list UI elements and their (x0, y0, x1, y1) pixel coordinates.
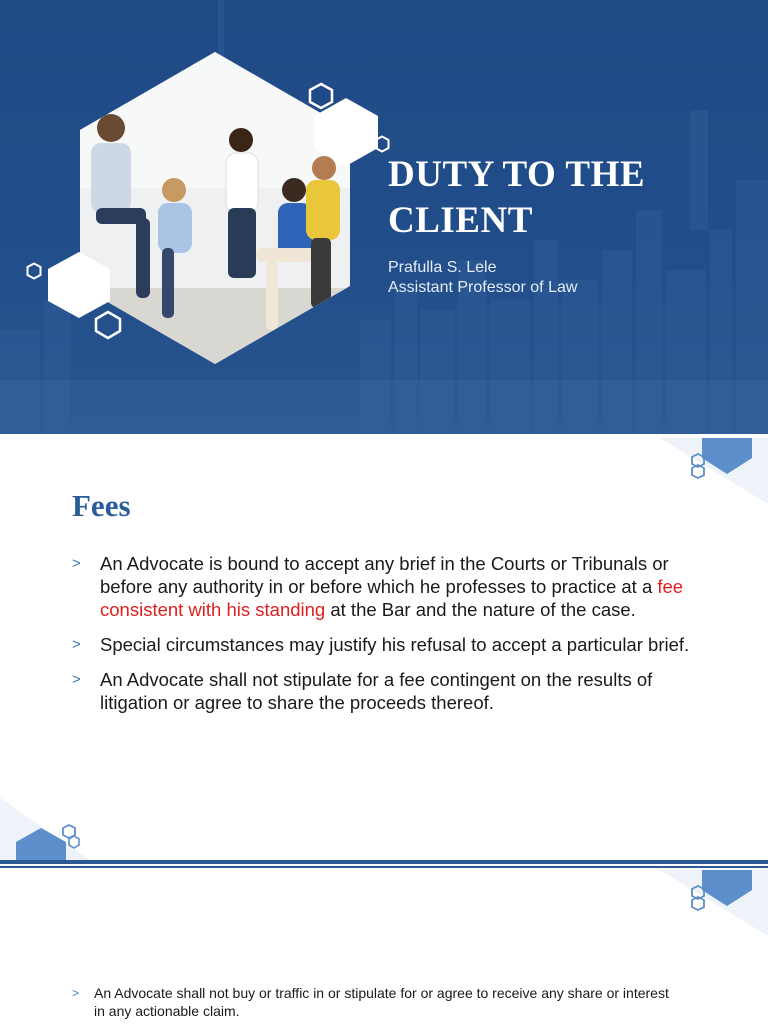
bullet-text-part2: at the Bar and the nature of the case. (325, 599, 636, 620)
corner-decoration-bottom-left (0, 790, 100, 860)
corner-decoration-top-right (620, 438, 768, 508)
fees-bullet-list (72, 552, 702, 726)
chevron-right-icon: > (72, 636, 81, 653)
bullet-text: An Advocate shall not buy or traffic in or stipulate for or agree to receive any share or interest in any actionable claim. (94, 985, 669, 1019)
list-item (72, 984, 672, 1020)
list-item (72, 552, 702, 621)
hexagon-outline-bottom-icon (94, 310, 122, 340)
slide-title-line1: DUTY TO THE (388, 154, 646, 195)
title-slide (0, 0, 768, 434)
hexagon-outline-small-left-icon (26, 262, 42, 280)
chevron-right-icon: > (72, 986, 80, 1000)
bullet-highlight-text: fee consistent with his standing (100, 576, 684, 620)
corner-decoration-top-right (620, 870, 768, 940)
hexagon-white-icon (312, 96, 380, 168)
presenter-name: Prafulla S. Lele (388, 259, 497, 276)
slide-title-line2: CLIENT (388, 200, 533, 241)
claim-bullet-list (72, 984, 672, 1020)
bullet-text-part1: An Advocate is bound to accept any brief in the Courts or Tribunals or before any authority in or before which he professes to practice at a (100, 553, 669, 597)
slide-divider-thin (0, 866, 768, 868)
list-item (72, 633, 702, 656)
presenter-info (388, 258, 748, 298)
actionable-claim-slide (0, 870, 768, 1024)
list-item (72, 668, 702, 714)
bullet-text: An Advocate shall not stipulate for a fee contingent on the results of litigation or agree to share the proceeds thereof. (100, 669, 653, 713)
chevron-right-icon: > (72, 671, 81, 688)
title-block (388, 152, 748, 298)
slide-title (388, 152, 748, 244)
slide-divider (0, 860, 768, 864)
chevron-right-icon: > (72, 555, 81, 572)
fees-heading: Fees (72, 488, 131, 523)
fees-slide (0, 438, 768, 860)
bullet-text: Special circumstances may justify his refusal to accept a particular brief. (100, 634, 690, 655)
presenter-role: Assistant Professor of Law (388, 279, 578, 296)
hexagon-outline-small-icon (374, 135, 390, 153)
